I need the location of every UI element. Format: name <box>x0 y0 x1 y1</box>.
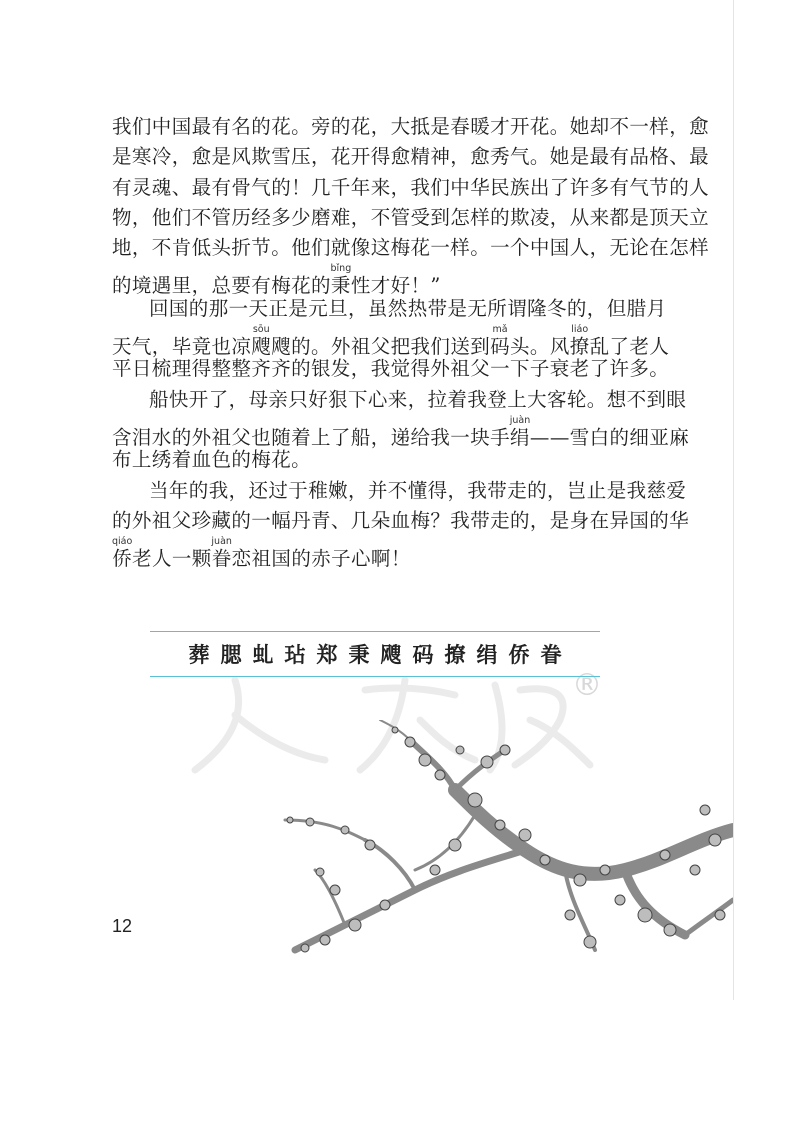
pinyin: bǐng <box>330 263 352 275</box>
text-line <box>112 414 690 449</box>
page-number: 12 <box>112 916 133 936</box>
text-line: 平日梳理得整整齐齐的银发，我觉得外祖父一下子衰老了许多。 <box>112 357 670 381</box>
text-line <box>112 536 644 571</box>
ruby-char: 眷 <box>211 547 232 571</box>
text-line <box>112 263 644 298</box>
pinyin-ruby <box>211 536 232 571</box>
pinyin: sōu <box>251 324 272 336</box>
text-line: 地，不肯低头折节。他们就像这梅花一样。一个中国人，无论在怎样 <box>112 236 710 260</box>
vocabulary-characters: 葬腮虬玷郑秉飕码撩绢侨眷 <box>188 642 573 667</box>
ruby-char: 侨 <box>112 547 133 571</box>
text-line: 我们中国最有名的花。旁的花，大抵是春暖才开花。她却不一样，愈 <box>112 115 710 138</box>
pinyin-ruby <box>112 536 133 571</box>
plum-blossom-illustration <box>225 720 733 970</box>
text-line: 布上绣着血色的梅花。 <box>112 448 312 472</box>
pinyin: qiáo <box>112 536 133 548</box>
body-text <box>112 112 710 571</box>
text-line: 有灵魂、最有骨气的！几千年来，我们中华民族出了许多有气节的人 <box>112 175 710 199</box>
pinyin-ruby: 飕sōu <box>251 324 272 359</box>
pinyin: juàn <box>211 536 232 548</box>
ruby-char: 绢 <box>509 425 531 449</box>
text-line: 船快开了，母亲只好狠下心来，拉着我登上大客轮。想不到眼 <box>149 387 687 411</box>
registered-mark: ® <box>572 668 602 703</box>
text-segment: 恋祖国的赤子心啊！ <box>231 547 411 571</box>
pinyin-ruby: 撩liáo <box>569 324 590 359</box>
pinyin-ruby <box>509 414 531 449</box>
vocabulary-box <box>150 631 600 677</box>
ruby-char: 秉 <box>330 274 352 298</box>
text-segment: 老人一颗 <box>132 547 212 571</box>
text-line: 回国的那一天正是元旦，虽然热带是无所谓隆冬的，但腊月 <box>149 296 667 320</box>
pinyin: mǎ <box>490 324 511 336</box>
text-line: 的外祖父珍藏的一幅丹青、几朵血梅？我带走的，是身在异国的华 <box>112 508 690 532</box>
text-line: 物，他们不管历经多少磨难，不管受到怎样的欺凌，从来都是顶天立 <box>112 205 710 229</box>
pinyin-ruby: 码mǎ <box>490 324 511 359</box>
text-segment: 性才好！” <box>350 274 441 298</box>
text-segment: 含泪水的外祖父也随着上了船，递给我一块手 <box>112 425 511 449</box>
pinyin: liáo <box>569 324 590 336</box>
text-line: 当年的我，还过于稚嫩，并不懂得，我带走的，岂止是我慈爱 <box>149 478 687 502</box>
text-segment: 的境遇里，总要有梅花的 <box>112 274 331 298</box>
text-line: 天气，毕竟也凉飕sōu飕的。外祖父把我们送到码mǎ头。风撩liáo乱了老人 <box>112 324 670 359</box>
text-line: 是寒冷，愈是风欺雪压，花开得愈精神，愈秀气。她是最有品格、最 <box>112 145 710 169</box>
pinyin: juàn <box>509 414 531 426</box>
page-edge <box>733 0 734 1000</box>
text-segment: ——雪白的细亚麻 <box>529 425 690 449</box>
